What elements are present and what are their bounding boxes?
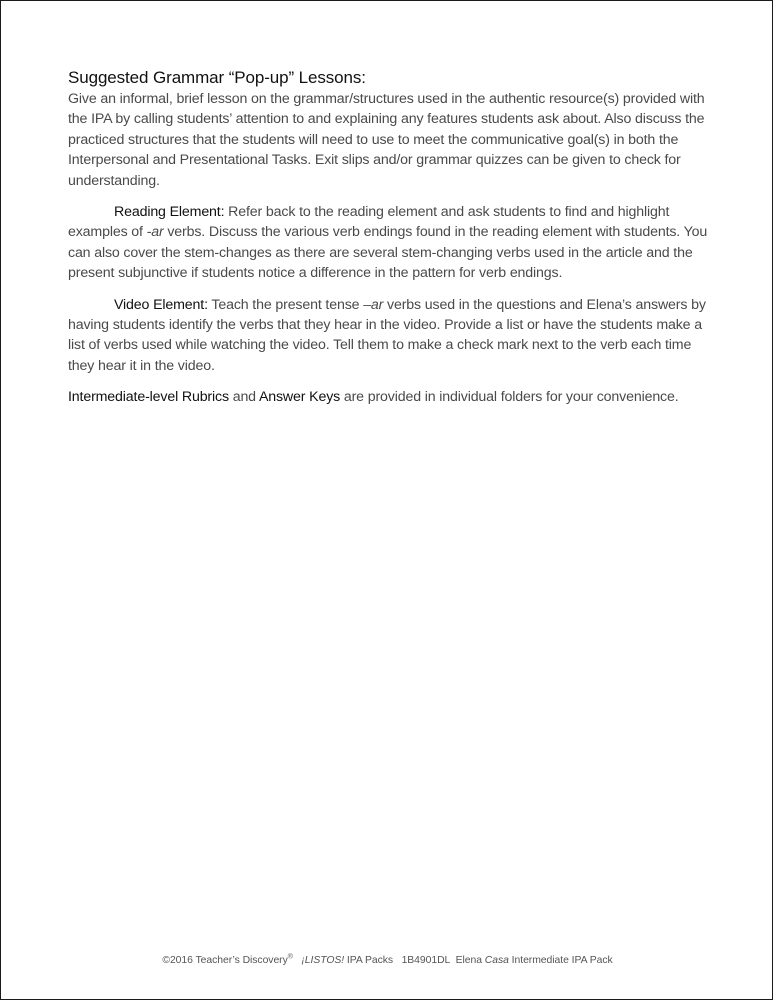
- reading-text-before: Refer back to the reading element and ask students to find and highlight examples of: [68, 204, 670, 241]
- page-content: [68, 67, 713, 408]
- footer-registered-mark: ®: [287, 953, 293, 961]
- reading-text-after: verbs. Discuss the various verb endings found in the reading element with students. You can also cover the stem-changes as there are several stem-changing verbs used in the article and the present subjunctive if students notice a difference in the pattern for verb endings.: [68, 224, 708, 282]
- section-heading: Suggested Grammar “Pop-up” Lessons:: [68, 68, 366, 87]
- closing-connector: and: [228, 389, 259, 406]
- reading-element-paragraph: [68, 202, 713, 284]
- footer-series-italic: ¡LISTOS!: [301, 955, 345, 966]
- closing-paragraph: [68, 387, 713, 407]
- footer-copyright: ©2016 Teacher’s Discovery: [162, 955, 288, 966]
- reading-element-label: Reading Element:: [114, 204, 225, 221]
- video-element-paragraph: [68, 295, 713, 377]
- page-footer: [1, 955, 773, 966]
- footer-series-rest: IPA Packs: [344, 955, 394, 966]
- closing-rest: are provided in individual folders for your convenience.: [340, 389, 679, 406]
- video-italic-ending: –ar: [363, 296, 384, 313]
- footer-title-italic: Casa: [484, 955, 509, 966]
- intro-paragraph: Give an informal, brief lesson on the grammar/structures used in the authentic resource(s) provided with the IPA by calling students’ attention to and explaining any features students ask about. Also discuss the practiced structures that the students will need to use to meet the communicative goal(s) in both the Interpersonal and Presentational Tasks. Exit slips and/or grammar quizzes can be given to check for understanding.: [68, 91, 705, 189]
- video-text-after: verbs used in the questions and Elena’s answers by having students identify the verbs that they hear in the video. Provide a list or have the students make a list of verbs used while watching the video. Tell them to make a check mark next to the verb each time they hear it in the video.: [68, 296, 706, 374]
- answer-keys-term: Answer Keys: [258, 389, 341, 406]
- video-element-label: Video Element:: [114, 296, 208, 313]
- footer-title-after: Intermediate IPA Pack: [508, 955, 613, 966]
- footer-title-before: Elena: [455, 955, 485, 966]
- rubrics-term: Intermediate-level Rubrics: [68, 389, 229, 406]
- footer-product-code: 1B4901DL: [401, 955, 450, 966]
- video-text-before: Teach the present tense: [207, 296, 364, 313]
- reading-italic-ending: -ar: [146, 224, 164, 241]
